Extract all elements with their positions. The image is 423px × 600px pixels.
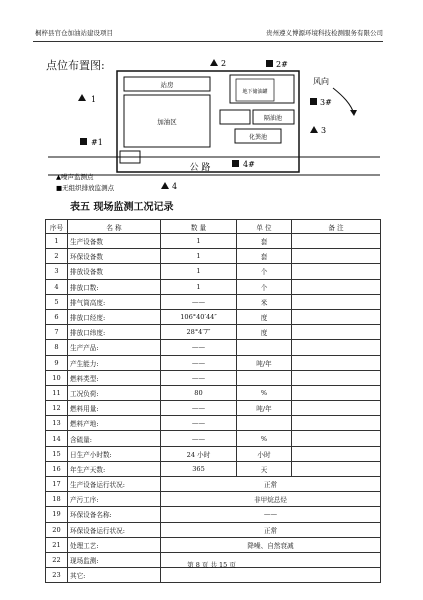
row-unit: % (237, 385, 292, 400)
row-note (292, 264, 381, 279)
row-number: 10 (46, 370, 68, 385)
table-row (46, 522, 381, 537)
row-merged-value: 非甲烷总烃 (161, 492, 381, 507)
row-number: 12 (46, 401, 68, 416)
noise-point-2-icon (210, 59, 218, 66)
table-row (46, 370, 381, 385)
row-name: 排放口数: (68, 279, 161, 294)
operating-conditions-table (45, 219, 381, 583)
row-note (292, 325, 381, 340)
emission-point-3-icon (310, 98, 317, 105)
table-row (46, 264, 381, 279)
row-number: 15 (46, 446, 68, 461)
row-unit: 套 (237, 249, 292, 264)
row-note (292, 355, 381, 370)
row-note (292, 401, 381, 416)
row-value: 24 小时 (161, 446, 237, 461)
row-note (292, 294, 381, 309)
table-row (46, 568, 381, 583)
row-number: 21 (46, 537, 68, 552)
row-unit: 度 (237, 309, 292, 324)
row-number: 6 (46, 309, 68, 324)
row-number: 18 (46, 492, 68, 507)
row-number: 11 (46, 385, 68, 400)
oil-separator-label: 隔油池 (263, 115, 283, 122)
row-name: 生产设备数 (68, 234, 161, 249)
row-unit (237, 340, 292, 355)
header-project-name: 桐梓县官仓加油站建设项目 (35, 29, 113, 37)
row-number: 5 (46, 294, 68, 309)
row-value: 365 (161, 461, 237, 476)
row-number: 2 (46, 249, 68, 264)
row-number: 1 (46, 234, 68, 249)
row-merged-value: —— (161, 507, 381, 522)
row-note (292, 385, 381, 400)
road-label: 公 路 (189, 163, 211, 173)
row-name: 其它: (68, 568, 161, 583)
row-name: 日生产小时数: (68, 446, 161, 461)
table-row (46, 249, 381, 264)
table-row (46, 385, 381, 400)
legend-emission: ■无组织排放监测点 (56, 184, 115, 192)
table-row (46, 340, 381, 355)
wind-arrowhead-icon (350, 110, 357, 116)
row-merged-value (161, 568, 381, 583)
noise-point-1-label: 1 (91, 95, 97, 104)
table-row (46, 279, 381, 294)
table-row (46, 325, 381, 340)
row-number: 23 (46, 568, 68, 583)
row-unit: 吨/年 (237, 401, 292, 416)
row-name: 排放设备数 (68, 264, 161, 279)
column-header: 名 称 (68, 220, 161, 234)
page-footer: 第 8 页 共 15 页 (187, 561, 236, 569)
row-unit: 个 (237, 264, 292, 279)
septic-tank-label: 化粪池 (248, 134, 268, 141)
emission-point-1-icon (80, 138, 87, 145)
table-row (46, 294, 381, 309)
row-name: 现场监测: (68, 552, 161, 567)
table-row (46, 309, 381, 324)
table-row (46, 431, 381, 446)
column-header: 数 量 (161, 220, 237, 234)
row-unit (237, 416, 292, 431)
table-title: 表五 现场监测工况记录 (70, 202, 174, 213)
row-note (292, 340, 381, 355)
row-note (292, 431, 381, 446)
row-name: 产污工序: (68, 492, 161, 507)
table-header-row (46, 220, 381, 234)
noise-point-3-icon (310, 126, 318, 133)
row-name: 燃料产地: (68, 416, 161, 431)
row-name: 燃料类型: (68, 370, 161, 385)
row-number: 13 (46, 416, 68, 431)
table-row (46, 446, 381, 461)
row-note (292, 416, 381, 431)
noise-point-3-label: 3 (321, 126, 327, 135)
oil-separator-a (220, 110, 250, 124)
row-note (292, 370, 381, 385)
row-value: 80 (161, 385, 237, 400)
row-name: 环保设备运行状况: (68, 522, 161, 537)
row-value: —— (161, 355, 237, 370)
row-value: 1 (161, 264, 237, 279)
row-name: 环保设备数 (68, 249, 161, 264)
row-number: 7 (46, 325, 68, 340)
row-note (292, 309, 381, 324)
row-merged-value: 降噪、自然衰减 (161, 537, 381, 552)
wind-direction-label: 风向 (313, 77, 329, 86)
header-company-name: 贵州遵义博源环境科技检测服务有限公司 (266, 29, 383, 37)
column-header: 备 注 (292, 220, 381, 234)
row-name: 排放口经度: (68, 309, 161, 324)
row-number: 8 (46, 340, 68, 355)
row-name: 含硫量: (68, 431, 161, 446)
emission-point-2-label: 2# (276, 60, 288, 69)
row-name: 年生产天数: (68, 461, 161, 476)
row-unit: 个 (237, 279, 292, 294)
noise-point-1-icon (78, 94, 86, 101)
row-name: 工况负荷: (68, 385, 161, 400)
row-note (292, 279, 381, 294)
row-name: 生产设备运行状况: (68, 477, 161, 492)
table-row (46, 477, 381, 492)
row-value: 1 (161, 234, 237, 249)
row-value: 1 (161, 249, 237, 264)
row-value: 106°40′44″ (161, 309, 237, 324)
row-note (292, 234, 381, 249)
noise-point-2-label: 2 (221, 59, 227, 68)
row-number: 14 (46, 431, 68, 446)
row-value: 1 (161, 279, 237, 294)
row-name: 环保设备名称: (68, 507, 161, 522)
row-number: 3 (46, 264, 68, 279)
row-value: —— (161, 370, 237, 385)
row-value: —— (161, 431, 237, 446)
row-unit: 吨/年 (237, 355, 292, 370)
row-unit: 米 (237, 294, 292, 309)
row-value: —— (161, 340, 237, 355)
emission-point-1-label: #1 (91, 138, 103, 147)
row-note (292, 446, 381, 461)
row-note (292, 461, 381, 476)
row-merged-value: 正常 (161, 477, 381, 492)
row-note (292, 249, 381, 264)
row-value: 28°4′7″ (161, 325, 237, 340)
row-number: 17 (46, 477, 68, 492)
row-name: 处理工艺: (68, 537, 161, 552)
table-row (46, 507, 381, 522)
row-number: 9 (46, 355, 68, 370)
legend-noise: ▲噪声监测点 (56, 173, 94, 181)
table-row (46, 234, 381, 249)
table-row (46, 461, 381, 476)
emission-point-2-icon (266, 60, 273, 67)
row-value: —— (161, 416, 237, 431)
row-number: 4 (46, 279, 68, 294)
noise-point-4-icon (161, 182, 169, 189)
row-number: 19 (46, 507, 68, 522)
table-row (46, 355, 381, 370)
row-number: 22 (46, 552, 68, 567)
row-unit: % (237, 431, 292, 446)
row-name: 排放口纬度: (68, 325, 161, 340)
row-unit: 度 (237, 325, 292, 340)
row-value: —— (161, 401, 237, 416)
emission-point-4-label: 4# (243, 160, 255, 169)
station-house-label: 站房 (160, 81, 174, 89)
row-merged-value: 正常 (161, 522, 381, 537)
refuel-area-label: 加油区 (157, 118, 177, 126)
row-name: 燃料用量: (68, 401, 161, 416)
row-number: 20 (46, 522, 68, 537)
site-layout-map (0, 0, 423, 200)
row-unit: 套 (237, 234, 292, 249)
underground-tank-label: 地下储油罐 (242, 89, 268, 95)
row-name: 排气筒高度: (68, 294, 161, 309)
row-unit: 小时 (237, 446, 292, 461)
row-name: 产生能力: (68, 355, 161, 370)
row-unit (237, 370, 292, 385)
row-name: 生产产品: (68, 340, 161, 355)
emission-point-3-label: 3# (320, 98, 332, 107)
table-row (46, 401, 381, 416)
noise-point-4-label: 4 (172, 182, 178, 191)
column-header: 单 位 (237, 220, 292, 234)
map-title: 点位布置图: (46, 59, 105, 72)
row-value: —— (161, 294, 237, 309)
table-row (46, 416, 381, 431)
table-row (46, 492, 381, 507)
row-unit: 天 (237, 461, 292, 476)
table-row (46, 537, 381, 552)
column-header: 序号 (46, 220, 68, 234)
row-number: 16 (46, 461, 68, 476)
emission-point-4-icon (232, 160, 239, 167)
